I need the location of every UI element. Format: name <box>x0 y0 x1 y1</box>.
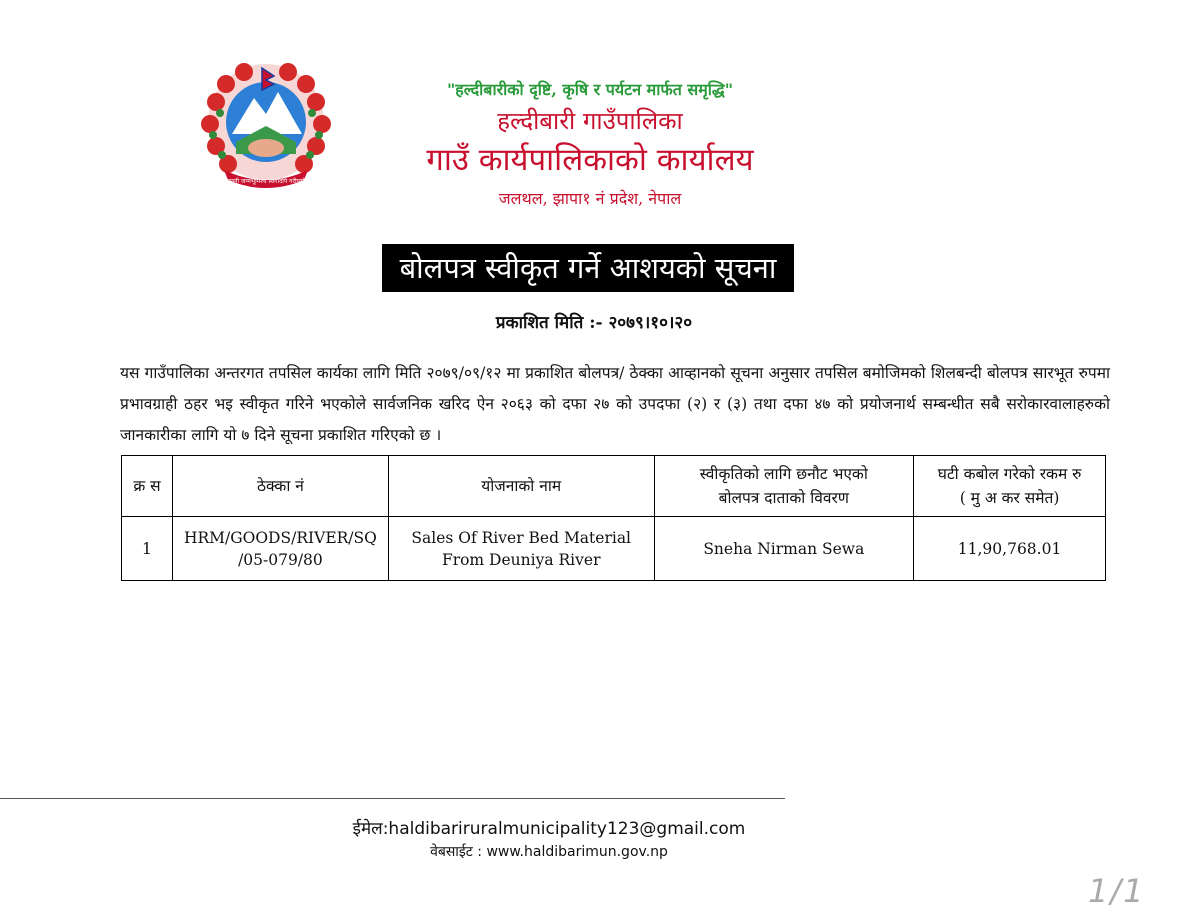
letterhead <box>380 78 800 212</box>
contract-no-line2: /05-079/80 <box>238 550 323 569</box>
header-bidder-line2: बोलपत्र दाताको विवरण <box>718 489 850 507</box>
header-bidder <box>654 456 914 517</box>
municipality-name: हल्दीबारी गाउँपालिका <box>497 107 683 135</box>
table-header-row <box>122 456 1106 517</box>
notice-title: बोलपत्र स्वीकृत गर्ने आशयको सूचना <box>382 244 794 292</box>
cell-sn: 1 <box>122 517 173 581</box>
table-row <box>122 517 1106 581</box>
footer-website: वेबसाईट : www.haldibarimun.gov.np <box>430 844 668 860</box>
cell-contract-no <box>172 517 388 581</box>
svg-text:जननी जन्मभूमिश्च स्वर्गादपि गर: जननी जन्मभूमिश्च स्वर्गादपि गरीयसी <box>226 178 306 185</box>
header-contract-no: ठेक्का नं <box>172 456 388 517</box>
header-project-name: योजनाको नाम <box>388 456 654 517</box>
cell-project-name <box>388 517 654 581</box>
office-name: गाउँ कार्यपालिकाको कार्यालय <box>426 142 754 178</box>
slogan: "हल्दीबारीको दृष्टि, कृषि र पर्यटन मार्फत समृद्धि" <box>446 80 734 99</box>
header-sn: क्र स <box>122 456 173 517</box>
project-line1: Sales Of River Bed Material <box>411 528 632 547</box>
tender-table <box>121 455 1106 581</box>
page-number: 1/1 <box>1088 872 1146 910</box>
header-bidder-line1: स्वीकृतिको लागि छनौट भएको <box>699 465 868 483</box>
project-line2: From Deuniya River <box>441 550 601 569</box>
footer-email: ईमेल:haldibariruralmunicipality123@gmail.com <box>352 819 746 839</box>
contract-no-line1: HRM/GOODS/RIVER/SQ <box>183 528 377 547</box>
header-amount <box>914 456 1106 517</box>
nepal-emblem-icon <box>196 62 336 192</box>
footer-divider <box>0 798 785 799</box>
header-amount-line1: घटी कबोल गरेको रकम रु <box>937 465 1082 483</box>
cell-bidder: Sneha Nirman Sewa <box>654 517 914 581</box>
office-address: जलथल, झापा१ नं प्रदेश, नेपाल <box>498 189 682 208</box>
published-date: प्रकाशित मिति :- २०७९।१०।२० <box>495 313 693 333</box>
header-amount-line2: ( मु अ कर समेत) <box>959 489 1060 507</box>
notice-body: यस गाउँपालिका अन्तरगत तपसिल कार्यका लागि मिति २०७९/०९/१२ मा प्रकाशित बोलपत्र/ ठेक्का आव्हानको सूचना अनुसार तपसिल बमोजिमको शिलबन्दी बोलपत्र सारभूत रुपमा प्रभावग्राही ठहर भइ स्वीकृत गरिने भएकोले सार्वजनिक खरिद ऐन २०६३ को दफा २७ को उपदफा (२) र (३) तथा दफा ४७ को प्रयोजनार्थ सम्बन्धीत सबै सरोकारवालाहरुको जानकारीका लागि यो ७ दिने सूचना प्रकाशित गरिएको छ । <box>120 364 1110 444</box>
cell-amount: 11,90,768.01 <box>914 517 1106 581</box>
